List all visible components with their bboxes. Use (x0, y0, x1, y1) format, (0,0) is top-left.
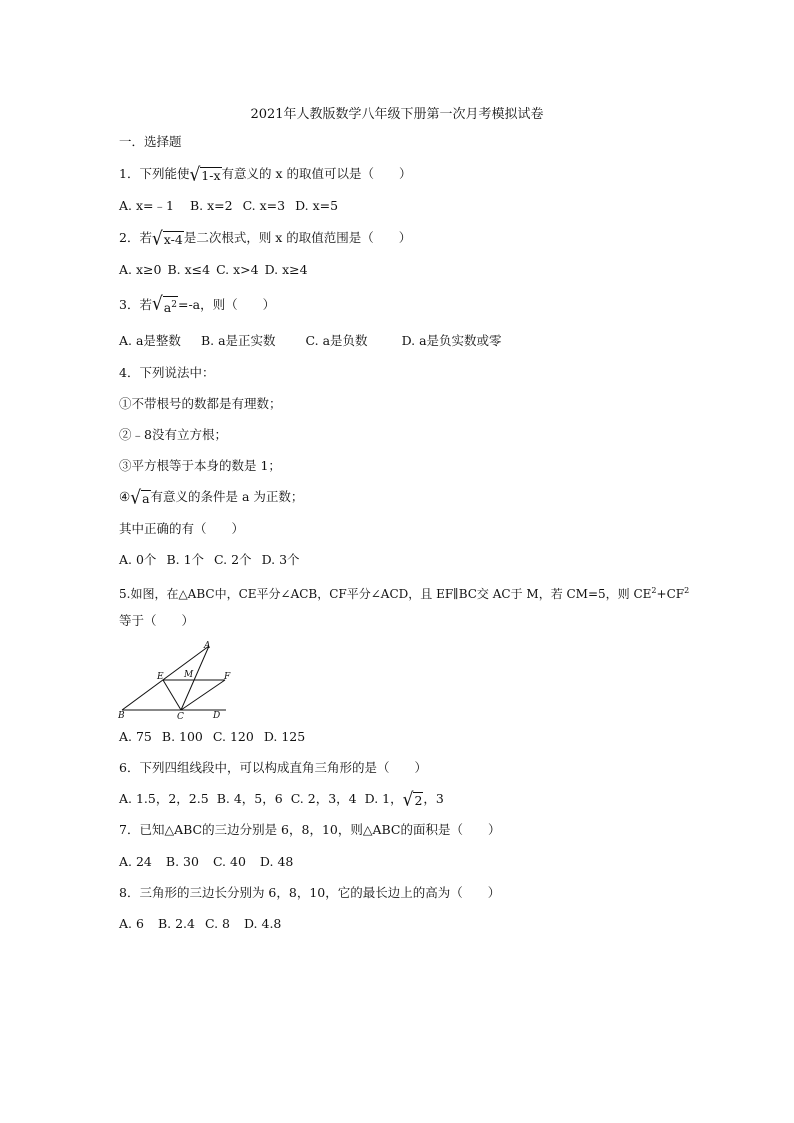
question-3-options (119, 332, 502, 350)
sqrt-icon: √ (151, 227, 163, 250)
q2-option-c: C. x>4 (216, 262, 259, 277)
q4-option-b: B. 1个 (166, 552, 205, 567)
q5-line1: 5.如图，在△ABC中，CE平分∠ACB，CF平分∠ACD，且 EF∥BC交 AC于 M，若 CM=5，则 CE (119, 587, 652, 601)
triangle-figure (118, 640, 238, 720)
question-5-line-2: 等于（ ） (119, 613, 195, 628)
q4-statement-2: ②﹣8没有立方根； (119, 427, 227, 442)
q8-option-c: C. 8 (204, 916, 230, 931)
question-7-stem: 7．已知△ABC的三边分别是 6，8，10，则△ABC的面积是（ ） (119, 822, 501, 837)
q8-option-a: A. 6 (119, 916, 144, 931)
q2-pre: 2．若 (119, 230, 152, 245)
q2-option-d: D. x≥4 (264, 262, 308, 277)
label-m: M (184, 670, 194, 680)
q4-s4-pre: ④ (119, 489, 131, 504)
page-title: 2021年人教版数学八年级下册第一次月考模拟试卷 (250, 107, 544, 122)
question-4-options (119, 551, 300, 569)
radical-a (130, 486, 150, 509)
question-8-options (119, 915, 281, 933)
q2-option-a: A. x≥0 (119, 262, 162, 277)
q5-option-a: A. 75 (119, 729, 152, 744)
q3-radicand-base: a (163, 300, 172, 316)
q5-plus: +CF (656, 587, 685, 601)
q3-pre: 3．若 (119, 297, 152, 313)
q6-option-a: A. 1.5，2，2.5 (119, 791, 209, 806)
q7-option-a: A. 24 (119, 854, 152, 869)
q5-option-d: D. 125 (263, 729, 306, 744)
q5-sup-1: 2 (651, 586, 657, 595)
question-7-options (119, 853, 293, 871)
question-5-line-1 (119, 582, 689, 603)
q3-radicand-exponent: 2 (171, 300, 177, 310)
line-ce (163, 680, 181, 710)
question-4-stem: 4．下列说法中： (119, 365, 215, 380)
sqrt-icon: √ (130, 486, 142, 509)
q3-option-c: C. a是负数 (305, 333, 368, 348)
radical-1-x (189, 163, 221, 186)
q8-option-b: B. 2.4 (157, 916, 195, 931)
q4-statement-1: ①不带根号的数都是有理数； (119, 396, 282, 411)
q6-option-d-post: ，3 (423, 791, 444, 806)
question-6-stem: 6．下列四组线段中，可以构成直角三角形的是（ ） (119, 760, 427, 775)
label-b: B (118, 711, 125, 720)
q7-option-c: C. 40 (212, 854, 246, 869)
q5-option-c: C. 120 (212, 729, 254, 744)
q1-post: 有意义的 x 的取值可以是（ ） (221, 166, 412, 181)
q6-radicand: 2 (414, 792, 423, 808)
q4-ask: 其中正确的有（ ） (119, 521, 245, 536)
label-f: F (224, 672, 231, 682)
q3-option-a: A. a是整数 (119, 333, 181, 348)
question-2-options (119, 261, 308, 279)
q4-option-d: D. 3个 (261, 552, 300, 567)
sqrt-icon: √ (189, 163, 201, 186)
label-d: D (213, 711, 221, 720)
label-a: A (204, 641, 211, 651)
q4-s4-post: 有意义的条件是 a 为正数； (150, 489, 304, 504)
question-5-options (119, 728, 305, 746)
question-3-stem (119, 292, 276, 316)
q1-option-c: C. x=3 (242, 198, 286, 213)
radical-a-squared (151, 292, 178, 316)
radical-2 (402, 788, 424, 811)
label-c: C (177, 712, 184, 720)
question-2-stem (119, 229, 411, 248)
q4-option-a: A. 0个 (119, 552, 157, 567)
question-6-options (119, 790, 444, 809)
q4-statement-4 (119, 488, 303, 507)
q1-radicand: 1-x (201, 167, 221, 183)
q1-option-a: A. x=﹣1 (119, 198, 174, 213)
q6-option-c: C. 2，3，4 (290, 791, 357, 806)
question-1-options (119, 197, 338, 215)
q2-post: 是二次根式，则 x 的取值范围是（ ） (183, 230, 412, 245)
q1-pre: 1．下列能使 (119, 166, 190, 181)
q8-option-d: D. 4.8 (243, 916, 282, 931)
q2-radicand: x-4 (163, 231, 183, 247)
q6-option-b: B. 4，5，6 (216, 791, 283, 806)
q4-radicand: a (142, 490, 150, 506)
question-1-stem (119, 165, 412, 184)
q3-post: =-a，则（ ） (177, 297, 276, 313)
section-heading: 一．选择题 (119, 134, 182, 149)
q4-statement-3: ③平方根等于本身的数是 1； (119, 458, 281, 473)
radical-x-4 (151, 227, 184, 250)
q2-option-b: B. x≤4 (167, 262, 211, 277)
q7-option-b: B. 30 (165, 854, 199, 869)
sqrt-icon: √ (402, 788, 414, 811)
q3-option-b: B. a是正实数 (200, 333, 276, 348)
sqrt-icon: √ (151, 292, 163, 315)
q3-option-d: D. a是负实数或零 (401, 333, 502, 348)
q5-option-b: B. 100 (161, 729, 203, 744)
q5-sup-2: 2 (684, 586, 690, 595)
label-e: E (157, 672, 164, 682)
q6-option-d-pre: D. 1， (364, 791, 403, 806)
q7-option-d: D. 48 (259, 854, 294, 869)
question-8-stem: 8．三角形的三边长分别为 6，8，10，它的最长边上的高为（ ） (119, 885, 501, 900)
q1-option-d: D. x=5 (295, 198, 339, 213)
q1-option-b: B. x=2 (189, 198, 233, 213)
q4-option-c: C. 2个 (214, 552, 252, 567)
